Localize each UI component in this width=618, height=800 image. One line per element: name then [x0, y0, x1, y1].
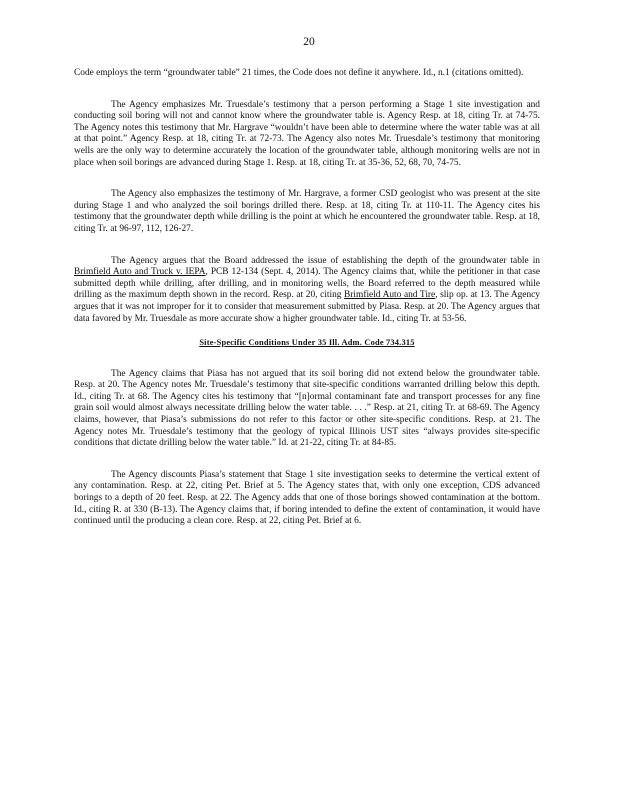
case-citation-brimfield-tire: Brimfield Auto and Tire [344, 290, 436, 301]
paragraph-text: The Agency emphasizes Mr. Truesdale’s testimony that a person performing a Stage 1 site investigation and conducting soil boring will not and cannot know where the groundwater table is. Agency Resp. at 18, citing Tr. at 74-75. The Agency notes this testimony that Mr. Hargrave “wouldn’t have been able to determine where the water table was at all at that point.” Agency Resp. at 18, citing Tr. at 72-73. The Agency also notes Mr. Truesdale’s testimony that monitoring wells are the only way to determine accurately the location of the groundwater table, although monitoring wells are not in place when soil borings are advanced during Stage 1. Resp. at 18, citing Tr. at 35-36, 52, 68, 70, 74-75. [74, 99, 540, 168]
paragraph-brimfield-argument [74, 256, 540, 326]
paragraph-hargrave-testimony [74, 189, 540, 235]
document-body [74, 68, 540, 548]
page-number: 20 [303, 36, 315, 48]
paragraph-text-mid: , PCB 12-134 (Sept. 4, 2014). The Agency claims that, while the petitioner in that case submitted depth while drilling, after drilling, and in monitoring wells, the Board referred to the depth measured while drilling as the maximum depth shown in the record. Resp. at 20, citing [74, 267, 541, 301]
paragraph-text-post: , slip op. at 13. The Agency argues that it was not improper for it to consider that measurement submitted by Piasa. Resp. at 20. The Agency argues that data favored by Mr. Truesdale as more accurate show a higher groundwater table. Id., citing Tr. at 53-56. [74, 290, 540, 324]
paragraph-truesdale-testimony [74, 100, 540, 170]
paragraph-site-specific-conditions [74, 369, 540, 450]
paragraph-continuation [74, 68, 540, 80]
case-citation-brimfield-truck: Brimfield Auto and Truck v. IEPA [74, 267, 206, 278]
paragraph-text: The Agency discounts Piasa’s statement that Stage 1 site investigation seeks to determine the vertical extent of any contamination. Resp. at 22, citing Pet. Brief at 5. The Agency states that, with only one exception, CDS advanced borings to a depth of 20 feet. Resp. at 22. The Agency adds that one of those borings showed contamination at the bottom. Id., citing R. at 330 (B-13). The Agency claims that, if boring intended to define the extent of contamination, it would have continued until the producing a clean core. Resp. at 22, citing Pet. Brief at 6. [74, 469, 540, 527]
paragraph-text: The Agency also emphasizes the testimony of Mr. Hargrave, a former CSD geologist who was present at the site during Stage 1 and who analyzed the soil borings drilled there. Resp. at 18, citing Tr. at 110-11. The Agency cites his testimony that the groundwater depth while drilling is the point at which he encountered the groundwater table. Resp. at 18, citing Tr. at 96-97, 112, 126-27. [74, 189, 540, 234]
paragraph-text-pre: The Agency argues that the Board addressed the issue of establishing the depth of the groundwater table in [111, 255, 540, 266]
paragraph-text: The Agency claims that Piasa has not argued that its soil boring did not extend below the groundwater table. Resp. at 20. The Agency notes Mr. Truesdale’s testimony that site-specific conditions warranted drilling below this depth. Id., citing Tr. at 68. The Agency cites his testimony that “[n]ormal contaminant fate and transport processes for any fine grain soil would almost always necessitate drilling below the water table. . . .” Resp. at 21, citing Tr. at 68-69. The Agency claims, however, that Piasa’s submissions do not refer to this factor or other site-specific conditions. Resp. at 21. The Agency notes Mr. Truesdale’s testimony that the geology of typical Illinois UST sites “always provides site-specific conditions that dictate drilling below the water table.” Id. at 21-22, citing Tr. at 84-85. [74, 368, 540, 449]
paragraph-vertical-extent [74, 470, 540, 528]
section-heading: Site-Specific Conditions Under 35 Ill. Adm. Code 734.315 [199, 338, 415, 348]
paragraph-text: Code employs the term “groundwater table” 21 times, the Code does not define it anywhere. Id., n.1 (citations omitted). [74, 68, 524, 78]
